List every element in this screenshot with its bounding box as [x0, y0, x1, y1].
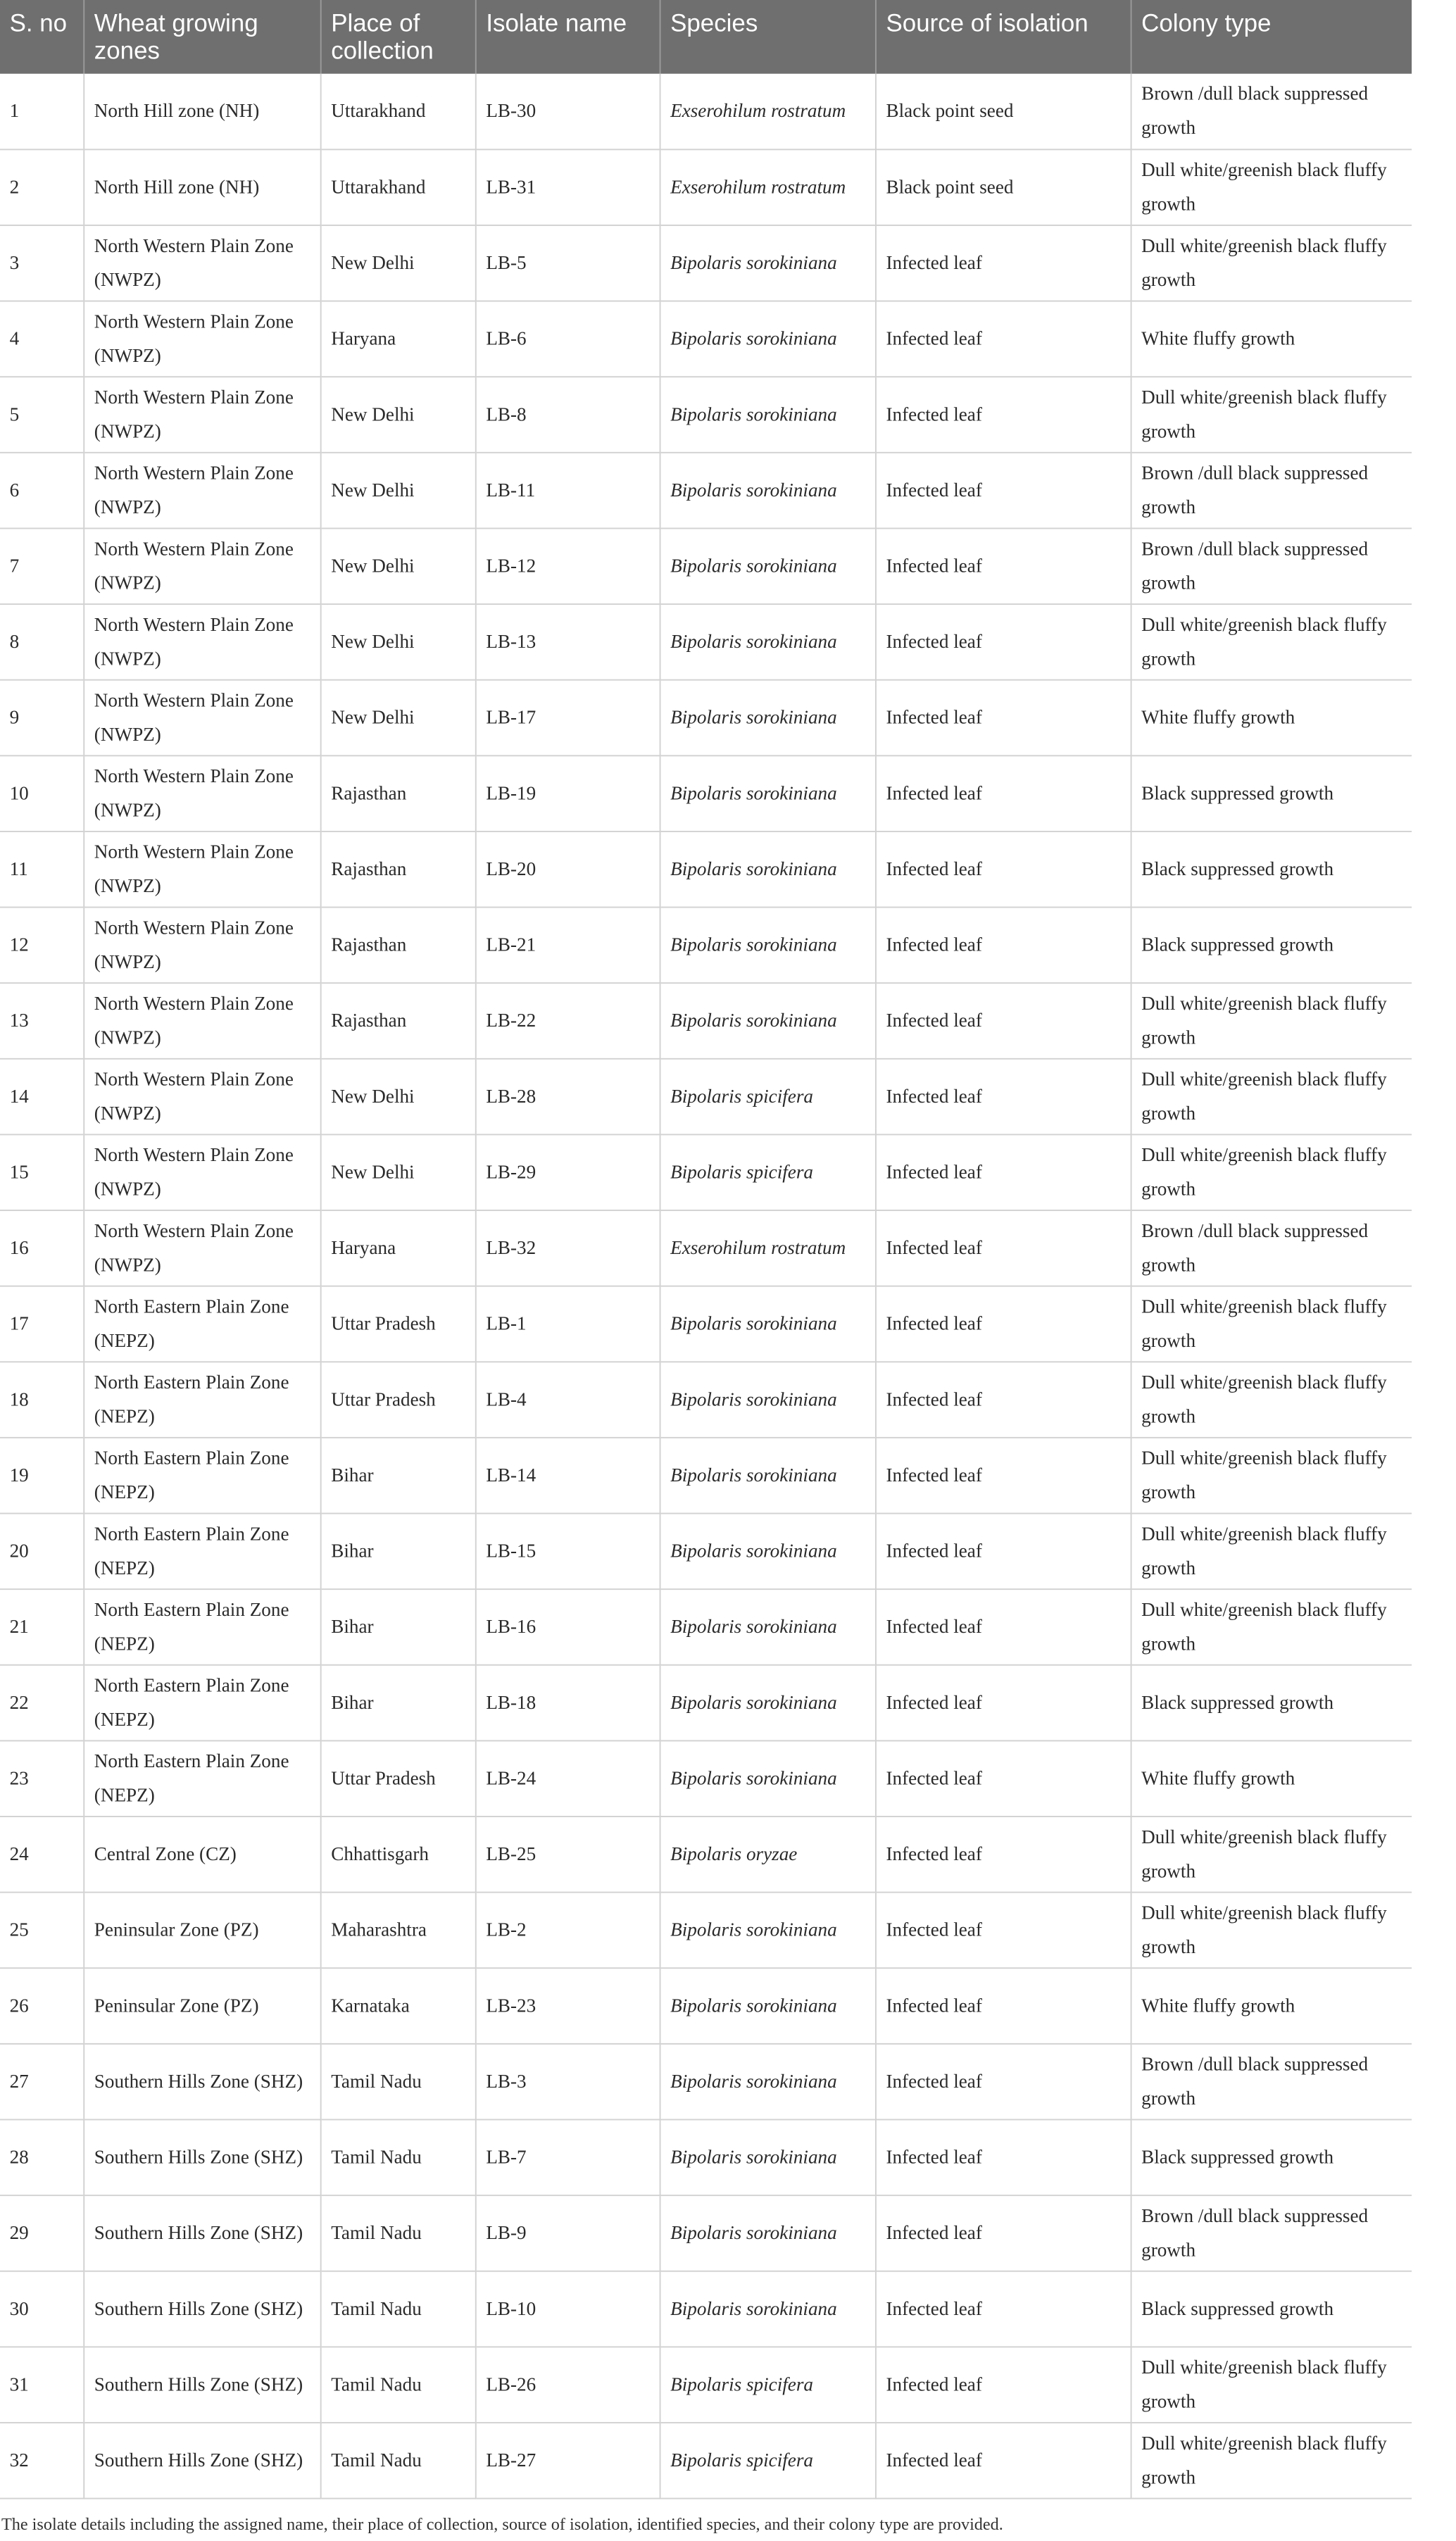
cell-wheat-zone: North Eastern Plain Zone (NEPZ) [84, 1514, 320, 1590]
cell-place: Tamil Nadu [321, 2347, 476, 2423]
cell-isolate-name: LB-26 [476, 2347, 660, 2423]
cell-wheat-zone: North Eastern Plain Zone (NEPZ) [84, 1589, 320, 1665]
cell-species: Bipolaris sorokiniana [660, 1362, 876, 1438]
cell-wheat-zone: North Eastern Plain Zone (NEPZ) [84, 1740, 320, 1817]
cell-colony-type: Dull white/greenish black fluffy growth [1131, 1134, 1412, 1210]
cell-wheat-zone: Central Zone (CZ) [84, 1817, 320, 1893]
table-row [0, 225, 1412, 301]
cell-wheat-zone: North Western Plain Zone (NWPZ) [84, 983, 320, 1059]
cell-species: Bipolaris sorokiniana [660, 225, 876, 301]
cell-colony-type: Dull white/greenish black fluffy growth [1131, 1362, 1412, 1438]
cell-source: Black point seed [876, 149, 1131, 225]
cell-wheat-zone: North Western Plain Zone (NWPZ) [84, 755, 320, 832]
cell-place: Tamil Nadu [321, 2044, 476, 2120]
cell-wheat-zone: Southern Hills Zone (SHZ) [84, 2195, 320, 2271]
cell-colony-type: Black suppressed growth [1131, 2271, 1412, 2347]
table-row [0, 1817, 1412, 1893]
cell-source: Infected leaf [876, 1059, 1131, 1135]
cell-colony-type: Dull white/greenish black fluffy growth [1131, 1438, 1412, 1514]
cell-serial-number: 18 [0, 1362, 84, 1438]
cell-wheat-zone: Southern Hills Zone (SHZ) [84, 2347, 320, 2423]
cell-source: Infected leaf [876, 2271, 1131, 2347]
cell-serial-number: 2 [0, 149, 84, 225]
cell-isolate-name: LB-17 [476, 680, 660, 756]
cell-species: Bipolaris sorokiniana [660, 680, 876, 756]
table-row [0, 74, 1412, 150]
cell-place: Uttar Pradesh [321, 1740, 476, 1817]
cell-place: New Delhi [321, 225, 476, 301]
cell-colony-type: Brown /dull black suppressed growth [1131, 453, 1412, 529]
cell-place: Maharashtra [321, 1893, 476, 1969]
cell-isolate-name: LB-25 [476, 1817, 660, 1893]
cell-wheat-zone: North Eastern Plain Zone (NEPZ) [84, 1665, 320, 1741]
cell-colony-type: Dull white/greenish black fluffy growth [1131, 2347, 1412, 2423]
cell-colony-type: Brown /dull black suppressed growth [1131, 1210, 1412, 1286]
cell-isolate-name: LB-20 [476, 832, 660, 908]
cell-species: Bipolaris sorokiniana [660, 604, 876, 680]
cell-isolate-name: LB-2 [476, 1893, 660, 1969]
table-header [0, 0, 1412, 74]
cell-species: Bipolaris sorokiniana [660, 1286, 876, 1362]
cell-colony-type: Dull white/greenish black fluffy growth [1131, 983, 1412, 1059]
cell-serial-number: 5 [0, 377, 84, 453]
cell-place: Tamil Nadu [321, 2120, 476, 2196]
cell-colony-type: Dull white/greenish black fluffy growth [1131, 1589, 1412, 1665]
cell-colony-type: Black suppressed growth [1131, 908, 1412, 984]
cell-wheat-zone: Southern Hills Zone (SHZ) [84, 2044, 320, 2120]
cell-colony-type: White fluffy growth [1131, 1740, 1412, 1817]
cell-colony-type: Dull white/greenish black fluffy growth [1131, 1514, 1412, 1590]
cell-source: Infected leaf [876, 2044, 1131, 2120]
cell-colony-type: Brown /dull black suppressed growth [1131, 74, 1412, 150]
header-serial-number: S. no [0, 0, 84, 74]
table-row [0, 604, 1412, 680]
cell-isolate-name: LB-23 [476, 1968, 660, 2044]
cell-wheat-zone: North Western Plain Zone (NWPZ) [84, 680, 320, 756]
cell-wheat-zone: North Western Plain Zone (NWPZ) [84, 908, 320, 984]
table-row [0, 301, 1412, 377]
cell-place: New Delhi [321, 528, 476, 604]
cell-serial-number: 28 [0, 2120, 84, 2196]
cell-place: Tamil Nadu [321, 2195, 476, 2271]
cell-serial-number: 32 [0, 2423, 84, 2499]
cell-isolate-name: LB-12 [476, 528, 660, 604]
cell-source: Infected leaf [876, 1134, 1131, 1210]
cell-wheat-zone: North Western Plain Zone (NWPZ) [84, 528, 320, 604]
cell-isolate-name: LB-10 [476, 2271, 660, 2347]
cell-wheat-zone: North Western Plain Zone (NWPZ) [84, 604, 320, 680]
cell-colony-type: Dull white/greenish black fluffy growth [1131, 1059, 1412, 1135]
cell-species: Bipolaris sorokiniana [660, 1438, 876, 1514]
cell-colony-type: Black suppressed growth [1131, 832, 1412, 908]
cell-wheat-zone: North Western Plain Zone (NWPZ) [84, 377, 320, 453]
cell-serial-number: 25 [0, 1893, 84, 1969]
cell-isolate-name: LB-14 [476, 1438, 660, 1514]
cell-isolate-name: LB-29 [476, 1134, 660, 1210]
cell-place: New Delhi [321, 453, 476, 529]
cell-species: Bipolaris sorokiniana [660, 301, 876, 377]
table-row [0, 1210, 1412, 1286]
cell-wheat-zone: North Hill zone (NH) [84, 149, 320, 225]
cell-species: Bipolaris spicifera [660, 2423, 876, 2499]
cell-serial-number: 13 [0, 983, 84, 1059]
cell-source: Infected leaf [876, 755, 1131, 832]
cell-source: Infected leaf [876, 1589, 1131, 1665]
cell-serial-number: 6 [0, 453, 84, 529]
cell-serial-number: 14 [0, 1059, 84, 1135]
table-row [0, 528, 1412, 604]
header-isolate-name: Isolate name [476, 0, 660, 74]
cell-isolate-name: LB-27 [476, 2423, 660, 2499]
table-row [0, 1589, 1412, 1665]
cell-isolate-name: LB-6 [476, 301, 660, 377]
table-row [0, 1438, 1412, 1514]
cell-source: Infected leaf [876, 1817, 1131, 1893]
cell-isolate-name: LB-31 [476, 149, 660, 225]
cell-wheat-zone: North Western Plain Zone (NWPZ) [84, 301, 320, 377]
cell-species: Bipolaris spicifera [660, 2347, 876, 2423]
table-row [0, 453, 1412, 529]
cell-place: New Delhi [321, 1059, 476, 1135]
cell-colony-type: White fluffy growth [1131, 680, 1412, 756]
cell-place: Chhattisgarh [321, 1817, 476, 1893]
cell-place: New Delhi [321, 604, 476, 680]
cell-colony-type: White fluffy growth [1131, 1968, 1412, 2044]
cell-colony-type: Dull white/greenish black fluffy growth [1131, 149, 1412, 225]
cell-isolate-name: LB-32 [476, 1210, 660, 1286]
cell-species: Exserohilum rostratum [660, 74, 876, 150]
cell-wheat-zone: North Eastern Plain Zone (NEPZ) [84, 1286, 320, 1362]
cell-source: Infected leaf [876, 2195, 1131, 2271]
cell-serial-number: 15 [0, 1134, 84, 1210]
cell-place: Uttar Pradesh [321, 1362, 476, 1438]
cell-species: Bipolaris sorokiniana [660, 755, 876, 832]
cell-source: Infected leaf [876, 1968, 1131, 2044]
cell-source: Infected leaf [876, 1210, 1131, 1286]
cell-source: Infected leaf [876, 1514, 1131, 1590]
table-row [0, 983, 1412, 1059]
cell-species: Bipolaris sorokiniana [660, 2195, 876, 2271]
cell-source: Infected leaf [876, 2347, 1131, 2423]
cell-species: Exserohilum rostratum [660, 1210, 876, 1286]
cell-source: Infected leaf [876, 983, 1131, 1059]
cell-serial-number: 9 [0, 680, 84, 756]
cell-source: Infected leaf [876, 1893, 1131, 1969]
cell-species: Bipolaris sorokiniana [660, 1740, 876, 1817]
cell-serial-number: 12 [0, 908, 84, 984]
table-row [0, 1286, 1412, 1362]
cell-place: New Delhi [321, 680, 476, 756]
cell-isolate-name: LB-30 [476, 74, 660, 150]
table-row [0, 1059, 1412, 1135]
cell-species: Bipolaris spicifera [660, 1134, 876, 1210]
cell-isolate-name: LB-9 [476, 2195, 660, 2271]
cell-isolate-name: LB-13 [476, 604, 660, 680]
cell-serial-number: 4 [0, 301, 84, 377]
cell-serial-number: 21 [0, 1589, 84, 1665]
cell-source: Infected leaf [876, 528, 1131, 604]
table-row [0, 377, 1412, 453]
cell-colony-type: Black suppressed growth [1131, 1665, 1412, 1741]
cell-wheat-zone: North Hill zone (NH) [84, 74, 320, 150]
cell-species: Bipolaris sorokiniana [660, 908, 876, 984]
cell-isolate-name: LB-3 [476, 2044, 660, 2120]
cell-place: Bihar [321, 1589, 476, 1665]
table-row [0, 1740, 1412, 1817]
cell-species: Bipolaris sorokiniana [660, 832, 876, 908]
cell-source: Infected leaf [876, 1438, 1131, 1514]
cell-colony-type: Dull white/greenish black fluffy growth [1131, 225, 1412, 301]
header-place-of-collection: Place of collection [321, 0, 476, 74]
cell-source: Black point seed [876, 74, 1131, 150]
cell-species: Bipolaris sorokiniana [660, 1589, 876, 1665]
cell-serial-number: 8 [0, 604, 84, 680]
cell-wheat-zone: Southern Hills Zone (SHZ) [84, 2120, 320, 2196]
cell-wheat-zone: North Western Plain Zone (NWPZ) [84, 1134, 320, 1210]
table-body [0, 74, 1412, 2499]
cell-species: Bipolaris sorokiniana [660, 1665, 876, 1741]
cell-place: Haryana [321, 301, 476, 377]
cell-colony-type: Dull white/greenish black fluffy growth [1131, 1893, 1412, 1969]
cell-serial-number: 20 [0, 1514, 84, 1590]
table-row [0, 2120, 1412, 2196]
cell-serial-number: 19 [0, 1438, 84, 1514]
table-row [0, 149, 1412, 225]
cell-serial-number: 31 [0, 2347, 84, 2423]
cell-place: Bihar [321, 1514, 476, 1590]
header-source-of-isolation: Source of isolation [876, 0, 1131, 74]
cell-wheat-zone: North Western Plain Zone (NWPZ) [84, 1059, 320, 1135]
cell-place: New Delhi [321, 377, 476, 453]
cell-isolate-name: LB-5 [476, 225, 660, 301]
cell-place: Bihar [321, 1665, 476, 1741]
cell-wheat-zone: Southern Hills Zone (SHZ) [84, 2423, 320, 2499]
cell-serial-number: 17 [0, 1286, 84, 1362]
cell-colony-type: Black suppressed growth [1131, 755, 1412, 832]
cell-isolate-name: LB-7 [476, 2120, 660, 2196]
table-row [0, 1362, 1412, 1438]
cell-source: Infected leaf [876, 453, 1131, 529]
cell-place: Uttarakhand [321, 149, 476, 225]
table-row [0, 1514, 1412, 1590]
cell-colony-type: White fluffy growth [1131, 301, 1412, 377]
cell-source: Infected leaf [876, 1665, 1131, 1741]
table-row [0, 755, 1412, 832]
cell-serial-number: 7 [0, 528, 84, 604]
cell-wheat-zone: Southern Hills Zone (SHZ) [84, 2271, 320, 2347]
table-row [0, 832, 1412, 908]
cell-species: Bipolaris sorokiniana [660, 1968, 876, 2044]
table-row [0, 680, 1412, 756]
cell-colony-type: Brown /dull black suppressed growth [1131, 2195, 1412, 2271]
cell-wheat-zone: North Western Plain Zone (NWPZ) [84, 225, 320, 301]
cell-isolate-name: LB-24 [476, 1740, 660, 1817]
cell-place: Tamil Nadu [321, 2271, 476, 2347]
cell-colony-type: Brown /dull black suppressed growth [1131, 2044, 1412, 2120]
header-species: Species [660, 0, 876, 74]
cell-place: Uttar Pradesh [321, 1286, 476, 1362]
cell-serial-number: 3 [0, 225, 84, 301]
cell-place: Haryana [321, 1210, 476, 1286]
cell-species: Bipolaris sorokiniana [660, 1514, 876, 1590]
cell-source: Infected leaf [876, 377, 1131, 453]
cell-serial-number: 1 [0, 74, 84, 150]
table-row [0, 2195, 1412, 2271]
cell-species: Bipolaris sorokiniana [660, 2120, 876, 2196]
cell-species: Bipolaris sorokiniana [660, 2044, 876, 2120]
cell-species: Bipolaris sorokiniana [660, 983, 876, 1059]
table-row [0, 1665, 1412, 1741]
cell-species: Bipolaris sorokiniana [660, 2271, 876, 2347]
cell-source: Infected leaf [876, 2423, 1131, 2499]
cell-species: Bipolaris sorokiniana [660, 453, 876, 529]
cell-species: Bipolaris sorokiniana [660, 528, 876, 604]
cell-source: Infected leaf [876, 680, 1131, 756]
table-row [0, 1134, 1412, 1210]
table-row [0, 2271, 1412, 2347]
cell-place: Rajasthan [321, 832, 476, 908]
cell-serial-number: 11 [0, 832, 84, 908]
cell-place: Bihar [321, 1438, 476, 1514]
cell-serial-number: 27 [0, 2044, 84, 2120]
cell-source: Infected leaf [876, 1740, 1131, 1817]
cell-serial-number: 30 [0, 2271, 84, 2347]
cell-colony-type: Dull white/greenish black fluffy growth [1131, 1817, 1412, 1893]
cell-serial-number: 22 [0, 1665, 84, 1741]
cell-place: Tamil Nadu [321, 2423, 476, 2499]
cell-place: Rajasthan [321, 983, 476, 1059]
cell-isolate-name: LB-18 [476, 1665, 660, 1741]
cell-source: Infected leaf [876, 1362, 1131, 1438]
cell-source: Infected leaf [876, 1286, 1131, 1362]
cell-source: Infected leaf [876, 604, 1131, 680]
cell-source: Infected leaf [876, 832, 1131, 908]
header-wheat-growing-zones: Wheat growing zones [84, 0, 320, 74]
cell-isolate-name: LB-4 [476, 1362, 660, 1438]
cell-species: Bipolaris sorokiniana [660, 1893, 876, 1969]
table-row [0, 2347, 1412, 2423]
cell-source: Infected leaf [876, 225, 1131, 301]
cell-colony-type: Brown /dull black suppressed growth [1131, 528, 1412, 604]
table-row [0, 2044, 1412, 2120]
cell-species: Bipolaris sorokiniana [660, 377, 876, 453]
cell-source: Infected leaf [876, 301, 1131, 377]
cell-colony-type: Dull white/greenish black fluffy growth [1131, 2423, 1412, 2499]
cell-isolate-name: LB-19 [476, 755, 660, 832]
table-row [0, 908, 1412, 984]
cell-serial-number: 29 [0, 2195, 84, 2271]
cell-source: Infected leaf [876, 2120, 1131, 2196]
cell-colony-type: Dull white/greenish black fluffy growth [1131, 1286, 1412, 1362]
cell-serial-number: 24 [0, 1817, 84, 1893]
cell-isolate-name: LB-16 [476, 1589, 660, 1665]
cell-serial-number: 26 [0, 1968, 84, 2044]
table-caption: The isolate details including the assigned name, their place of collection, source of isolation, identified species, and their colony type are provided. [1, 2515, 1003, 2535]
header-colony-type: Colony type [1131, 0, 1412, 74]
cell-place: New Delhi [321, 1134, 476, 1210]
cell-isolate-name: LB-28 [476, 1059, 660, 1135]
cell-serial-number: 16 [0, 1210, 84, 1286]
cell-species: Exserohilum rostratum [660, 149, 876, 225]
cell-wheat-zone: Peninsular Zone (PZ) [84, 1968, 320, 2044]
cell-isolate-name: LB-15 [476, 1514, 660, 1590]
table-row [0, 1893, 1412, 1969]
cell-colony-type: Black suppressed growth [1131, 2120, 1412, 2196]
cell-colony-type: Dull white/greenish black fluffy growth [1131, 377, 1412, 453]
cell-wheat-zone: North Eastern Plain Zone (NEPZ) [84, 1362, 320, 1438]
cell-serial-number: 10 [0, 755, 84, 832]
cell-species: Bipolaris oryzae [660, 1817, 876, 1893]
cell-colony-type: Dull white/greenish black fluffy growth [1131, 604, 1412, 680]
cell-species: Bipolaris spicifera [660, 1059, 876, 1135]
cell-wheat-zone: Peninsular Zone (PZ) [84, 1893, 320, 1969]
cell-isolate-name: LB-8 [476, 377, 660, 453]
cell-isolate-name: LB-21 [476, 908, 660, 984]
cell-wheat-zone: North Western Plain Zone (NWPZ) [84, 1210, 320, 1286]
cell-place: Rajasthan [321, 755, 476, 832]
cell-wheat-zone: North Western Plain Zone (NWPZ) [84, 453, 320, 529]
cell-wheat-zone: North Western Plain Zone (NWPZ) [84, 832, 320, 908]
cell-serial-number: 23 [0, 1740, 84, 1817]
cell-isolate-name: LB-22 [476, 983, 660, 1059]
cell-place: Karnataka [321, 1968, 476, 2044]
cell-isolate-name: LB-1 [476, 1286, 660, 1362]
table-row [0, 2423, 1412, 2499]
header-row [0, 0, 1412, 74]
cell-place: Uttarakhand [321, 74, 476, 150]
table-row [0, 1968, 1412, 2044]
cell-wheat-zone: North Eastern Plain Zone (NEPZ) [84, 1438, 320, 1514]
cell-source: Infected leaf [876, 908, 1131, 984]
cell-isolate-name: LB-11 [476, 453, 660, 529]
cell-place: Rajasthan [321, 908, 476, 984]
